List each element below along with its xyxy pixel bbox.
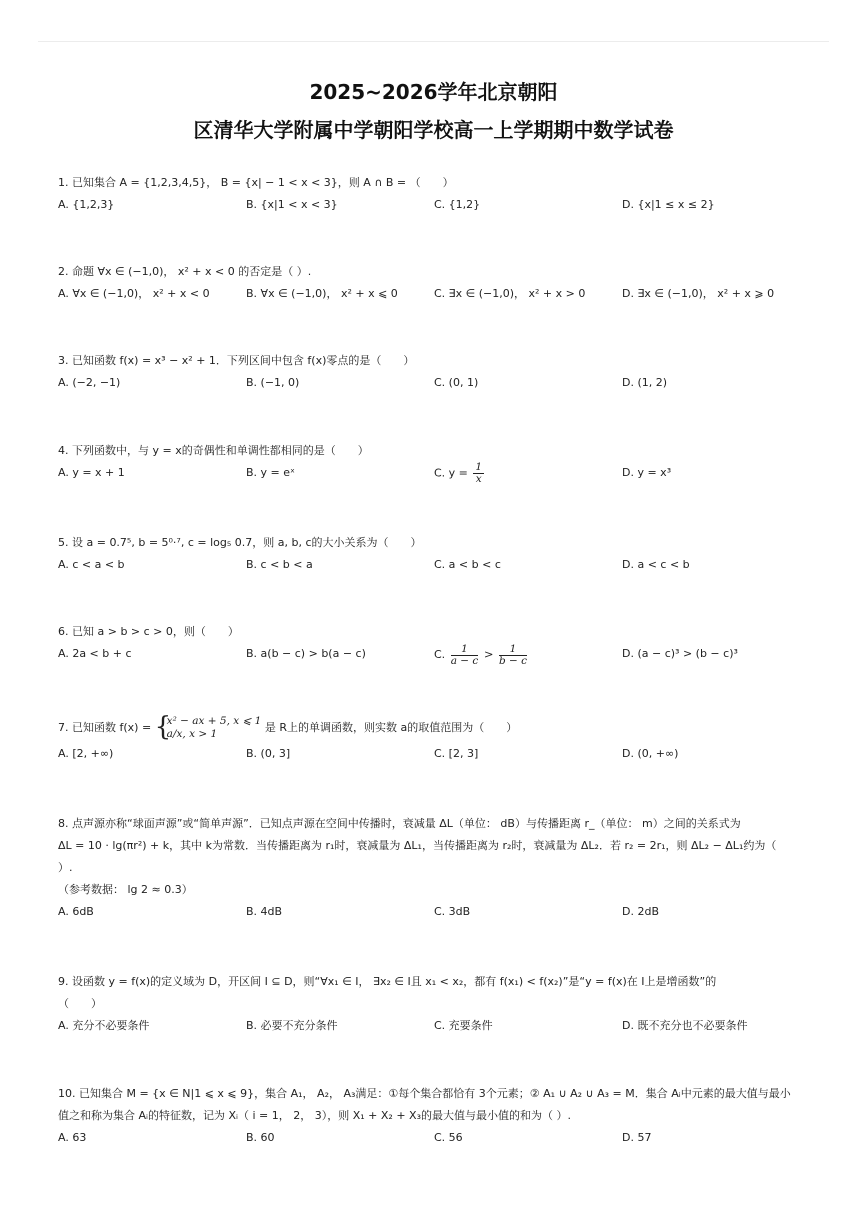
fraction-denominator: x	[475, 473, 482, 485]
option-c: C. (0, 1)	[434, 376, 479, 389]
fraction-numerator: 1	[499, 644, 527, 656]
option-a: A. 63	[58, 1131, 87, 1144]
option-b: B. y = eˣ	[246, 466, 295, 479]
fraction-right	[499, 644, 527, 667]
fraction-denominator: a − c	[450, 654, 479, 667]
question-stem: 6. 已知 a > b > c > 0，则（ ）	[58, 625, 239, 638]
option-c: C. [2, 3]	[434, 747, 479, 760]
question-stem-line-1: 9. 设函数 y = f(x)的定义域为 D，开区间 I ⊆ D，则“∀x₁ ∈ I， ∃x₂ ∈ I且 x₁ < x₂，都有 f(x₁) < f(x₂)”是“y = f(x)在 I上是增函数”的	[58, 975, 717, 988]
option-row	[58, 372, 813, 394]
option-a: A. 充分不必要条件	[58, 1019, 150, 1032]
question-7	[58, 713, 813, 765]
option-row	[58, 554, 813, 576]
question-6	[58, 621, 813, 665]
option-c	[434, 643, 529, 667]
option-c-label: C. y =	[434, 466, 472, 480]
question-3	[58, 350, 813, 394]
question-stem: 1. 已知集合 A = {1,2,3,4,5}， B = {x| − 1 < x < 3}，则 A ∩ B = （ ）	[58, 176, 454, 189]
left-brace: {	[154, 712, 172, 742]
option-row	[58, 643, 813, 665]
option-d: D. 2dB	[622, 905, 659, 918]
option-d: D. 既不充分也不必要条件	[622, 1019, 748, 1032]
question-stem: 2. 命题 ∀x ∈ (−1,0)， x² + x < 0 的否定是（ ）.	[58, 265, 312, 278]
page-title-line-2: 区清华大学附属中学朝阳学校高一上学期期中数学试卷	[193, 118, 674, 142]
question-5	[58, 532, 813, 576]
fraction-numerator: 1	[475, 461, 483, 473]
option-row	[58, 901, 813, 923]
option-row	[58, 1015, 813, 1037]
question-1	[58, 172, 813, 216]
fraction	[473, 462, 484, 485]
option-d: D. (a − c)³ > (b − c)³	[622, 647, 738, 660]
question-stem-line-1: 10. 已知集合 M = {x ∈ N|1 ⩽ x ⩽ 9}，集合 A₁， A₂， A₃满足：①每个集合都恰有 3个元素；② A₁ ∪ A₂ ∪ A₃ = M．集合 Aᵢ中元素的最大值与最小	[58, 1087, 791, 1100]
option-c: C. 充要条件	[434, 1019, 493, 1032]
option-b: B. a(b − c) > b(a − c)	[246, 647, 366, 660]
question-stem: 5. 设 a = 0.7⁵, b = 5⁰·⁷, c = log₅ 0.7，则 a, b, c的大小关系为（ ）	[58, 536, 422, 549]
option-c: C. ∃x ∈ (−1,0)， x² + x > 0	[434, 287, 586, 300]
question-stem: 3. 已知函数 f(x) = x³ − x² + 1．下列区间中包含 f(x)零点的是（ ）	[58, 354, 415, 367]
option-b: B. 60	[246, 1131, 275, 1144]
question-stem	[58, 713, 813, 743]
option-a: A. 2a < b + c	[58, 647, 132, 660]
option-a: A. 6dB	[58, 905, 94, 918]
piece-case-2: a/x, x > 1	[166, 728, 218, 740]
question-8	[58, 813, 813, 923]
option-b: B. ∀x ∈ (−1,0)， x² + x ⩽ 0	[246, 287, 398, 300]
option-d: D. y = x³	[622, 466, 672, 479]
reference-data: （参考数据： lg 2 ≈ 0.3）	[58, 883, 193, 896]
option-d: D. ∃x ∈ (−1,0)， x² + x ⩾ 0	[622, 287, 775, 300]
option-a: A. c < a < b	[58, 558, 125, 571]
option-c: C. 56	[434, 1131, 463, 1144]
option-a: A. {1,2,3}	[58, 198, 115, 211]
option-b: B. 4dB	[246, 905, 283, 918]
option-c: C. a < b < c	[434, 558, 501, 571]
header-divider	[38, 41, 829, 42]
option-a: A. ∀x ∈ (−1,0)， x² + x < 0	[58, 287, 210, 300]
page-title-line-1: 2025~2026学年北京朝阳	[309, 80, 558, 104]
option-b: B. {x|1 < x < 3}	[246, 198, 338, 211]
question-stem-line-2: （ ）	[58, 997, 102, 1010]
greater-than-sign: >	[483, 647, 494, 661]
fraction-left	[451, 644, 479, 667]
fraction-denominator: b − c	[498, 654, 528, 667]
stem-prefix: 7. 已知函数 f(x) =	[58, 721, 155, 734]
option-row	[58, 1127, 813, 1149]
question-10	[58, 1083, 813, 1149]
question-9	[58, 971, 813, 1037]
option-d: D. 57	[622, 1131, 652, 1144]
option-a: A. y = x + 1	[58, 466, 125, 479]
fraction-numerator: 1	[451, 644, 479, 656]
option-c: C. {1,2}	[434, 198, 481, 211]
option-c: C. 3dB	[434, 905, 471, 918]
option-row	[58, 743, 813, 765]
option-a: A. (−2, −1)	[58, 376, 121, 389]
question-stem-line-2: ΔL = 10 · lg(πr²) + k，其中 k为常数．当传播距离为 r₁时，衰减量为 ΔL₁，当传播距离为 r₂时，衰减量为 ΔL₂．若 r₂ = 2r₁，则 ΔL₂ − ΔL₁约为（	[58, 839, 777, 852]
option-d: D. (0, +∞)	[622, 747, 679, 760]
piecewise-function	[154, 712, 262, 742]
option-b: B. c < b < a	[246, 558, 313, 571]
option-row	[58, 194, 813, 216]
question-2	[58, 261, 813, 305]
question-stem-line-2: 值之和称为集合 Aᵢ的特征数，记为 Xᵢ（ i = 1， 2， 3），则 X₁ + X₂ + X₃的最大值与最小值的和为（ ）.	[58, 1109, 571, 1122]
piece-case-1: x² − ax + 5, x ⩽ 1	[166, 715, 262, 727]
question-stem: 4. 下列函数中，与 y = x的奇偶性和单调性都相同的是（ ）	[58, 444, 369, 457]
option-c	[434, 462, 486, 485]
option-d: D. a < c < b	[622, 558, 690, 571]
question-stem-line-3: ）.	[58, 861, 73, 874]
option-d: D. {x|1 ≤ x ≤ 2}	[622, 198, 715, 211]
option-b: B. (0, 3]	[246, 747, 291, 760]
option-b: B. 必要不充分条件	[246, 1019, 338, 1032]
option-c-label: C.	[434, 648, 449, 661]
stem-suffix: 是 R上的单调函数，则实数 a的取值范围为（ ）	[264, 721, 518, 734]
question-4	[58, 440, 813, 484]
question-stem-line-1: 8. 点声源亦称“球面声源”或“简单声源”．已知点声源在空间中传播时，衰减量 ΔL（单位： dB）与传播距离 r_（单位： m）之间的关系式为	[58, 817, 741, 830]
option-d: D. (1, 2)	[622, 376, 668, 389]
option-row	[58, 283, 813, 305]
option-a: A. [2, +∞)	[58, 747, 114, 760]
option-row	[58, 462, 813, 484]
option-b: B. (−1, 0)	[246, 376, 300, 389]
